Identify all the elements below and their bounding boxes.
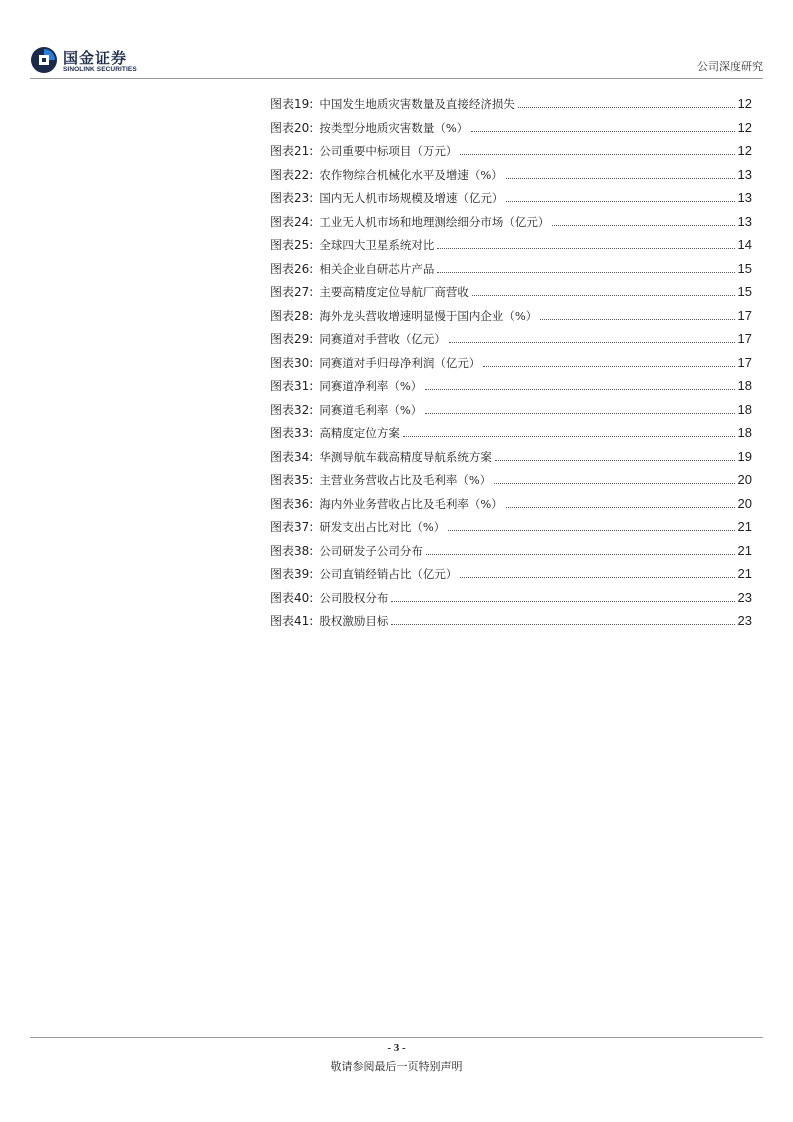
toc-entry-label: 图表29: (270, 332, 314, 346)
toc-entry[interactable] (270, 119, 752, 143)
toc-dot-leader (391, 624, 734, 625)
toc-dot-leader (483, 366, 734, 367)
toc-entry-title[interactable]: 同赛道对手营收（亿元） (319, 332, 446, 346)
toc-entry-page[interactable]: 15 (737, 260, 752, 276)
toc-entry-title[interactable]: 农作物综合机械化水平及增速（%） (319, 167, 503, 182)
toc-entry-title[interactable]: 主营业务营收占比及毛利率（%） (319, 473, 492, 487)
toc-entry-label: 图表35: (270, 473, 314, 487)
footer-divider (30, 1037, 763, 1038)
toc-entry-label: 图表25: (270, 238, 314, 252)
toc-dot-leader (449, 342, 735, 343)
toc-entry[interactable] (270, 471, 752, 495)
toc-entry-page[interactable]: 12 (737, 96, 752, 111)
toc-dot-leader (437, 248, 734, 249)
toc-dot-leader (472, 295, 735, 296)
toc-entry[interactable] (270, 236, 752, 260)
toc-entry-page[interactable]: 21 (737, 566, 752, 581)
logo-chinese-name: 国金证券 (63, 49, 128, 67)
toc-entry-title[interactable]: 公司研发子公司分布 (319, 543, 423, 558)
toc-dot-leader (425, 413, 734, 414)
toc-entry[interactable] (270, 307, 752, 331)
toc-dot-leader (460, 154, 734, 155)
toc-entry[interactable] (270, 213, 752, 237)
toc-entry[interactable] (270, 565, 752, 589)
toc-entry[interactable] (270, 401, 752, 425)
report-type: 公司深度研究 (697, 60, 763, 73)
logo-english-name: SINOLINK SECURITIES (63, 66, 137, 73)
toc-entry-page[interactable]: 13 (737, 190, 752, 205)
toc-entry[interactable] (270, 518, 752, 542)
toc-entry-title[interactable]: 研发支出占比对比（%） (319, 520, 446, 534)
toc-entry-page[interactable]: 20 (737, 472, 752, 487)
toc-entry-title[interactable]: 全球四大卫星系统对比 (319, 238, 435, 252)
toc-dot-leader (426, 554, 735, 555)
toc-entry-title[interactable]: 海内外业务营收占比及毛利率（%） (319, 496, 503, 511)
toc-entry-title[interactable]: 海外龙头营收增速明显慢于国内企业（%） (319, 308, 538, 323)
toc-entry-page[interactable]: 17 (737, 331, 752, 346)
toc-entry-page[interactable]: 12 (737, 119, 752, 135)
toc-entry-page[interactable]: 21 (737, 542, 752, 558)
toc-dot-leader (403, 436, 735, 437)
page-header (30, 40, 763, 78)
toc-entry-label: 图表20: (270, 120, 314, 135)
page-number: - 3 - (387, 1042, 406, 1054)
toc-entry-label: 图表41: (270, 614, 314, 628)
toc-entry[interactable] (270, 448, 752, 472)
toc-entry[interactable] (270, 495, 752, 519)
figure-table-of-contents (270, 95, 752, 636)
toc-entry-title[interactable]: 华测导航车载高精度导航系统方案 (319, 449, 492, 464)
toc-entry-title[interactable]: 按类型分地质灾害数量（%） (319, 120, 469, 135)
toc-entry-label: 图表31: (270, 379, 314, 393)
toc-entry[interactable] (270, 377, 752, 401)
toc-dot-leader (448, 530, 734, 531)
toc-entry-label: 图表30: (270, 355, 314, 370)
toc-dot-leader (518, 107, 735, 108)
toc-entry-title[interactable]: 主要高精度定位导航厂商营收 (319, 285, 469, 299)
toc-entry-label: 图表37: (270, 520, 314, 534)
toc-entry-title[interactable]: 公司重要中标项目（万元） (319, 144, 458, 158)
toc-dot-leader (494, 483, 734, 484)
company-logo (30, 46, 190, 76)
toc-entry-title[interactable]: 公司直销经销占比（亿元） (319, 567, 458, 581)
toc-entry-page[interactable]: 20 (737, 495, 752, 511)
toc-entry-label: 图表33: (270, 426, 314, 440)
sinolink-logo-icon (30, 46, 58, 74)
toc-dot-leader (391, 601, 734, 602)
toc-entry[interactable] (270, 189, 752, 213)
toc-dot-leader (540, 319, 734, 320)
toc-entry[interactable] (270, 330, 752, 354)
toc-entry-page[interactable]: 23 (737, 613, 752, 628)
toc-entry-title[interactable]: 中国发生地质灾害数量及直接经济损失 (319, 97, 515, 111)
toc-entry-label: 图表27: (270, 285, 314, 299)
toc-entry-label: 图表26: (270, 261, 314, 276)
toc-dot-leader (471, 131, 734, 132)
toc-entry-page[interactable]: 21 (737, 519, 752, 534)
toc-entry-title[interactable]: 工业无人机市场和地理测绘细分市场（亿元） (319, 214, 550, 229)
toc-entry-page[interactable]: 18 (737, 425, 752, 440)
toc-entry-page[interactable]: 18 (737, 401, 752, 417)
toc-entry-label: 图表19: (270, 97, 314, 111)
toc-entry-title[interactable]: 股权激励目标 (319, 614, 389, 628)
toc-dot-leader (437, 272, 734, 273)
toc-entry-label: 图表23: (270, 191, 314, 205)
toc-entry-page[interactable]: 13 (737, 213, 752, 229)
toc-entry-page[interactable]: 14 (737, 237, 752, 252)
toc-entry[interactable] (270, 354, 752, 378)
toc-entry-page[interactable]: 17 (737, 354, 752, 370)
toc-entry[interactable] (270, 424, 752, 448)
toc-dot-leader (506, 201, 734, 202)
toc-entry-label: 图表21: (270, 144, 314, 158)
toc-entry-title[interactable]: 相关企业自研芯片产品 (319, 261, 435, 276)
disclaimer-note: 敬请参阅最后一页特别声明 (330, 1060, 463, 1073)
toc-dot-leader (552, 225, 734, 226)
toc-entry[interactable] (270, 142, 752, 166)
toc-entry[interactable] (270, 260, 752, 284)
toc-entry-title[interactable]: 同赛道净利率（%） (319, 379, 423, 393)
toc-entry[interactable] (270, 166, 752, 190)
toc-entry-label: 图表38: (270, 543, 314, 558)
toc-entry-label: 图表24: (270, 214, 314, 229)
toc-entry-label: 图表39: (270, 567, 314, 581)
toc-entry-title[interactable]: 同赛道毛利率（%） (319, 402, 423, 417)
toc-dot-leader (425, 389, 734, 390)
toc-dot-leader (506, 178, 735, 179)
toc-entry-label: 图表32: (270, 402, 314, 417)
toc-entry[interactable] (270, 589, 752, 613)
header-divider (30, 78, 763, 79)
toc-entry-page[interactable]: 19 (737, 448, 752, 464)
toc-dot-leader (506, 507, 735, 508)
toc-entry[interactable] (270, 612, 752, 636)
toc-entry-title[interactable]: 国内无人机市场规模及增速（亿元） (319, 191, 504, 205)
toc-entry[interactable] (270, 283, 752, 307)
toc-entry-page[interactable]: 13 (737, 166, 752, 182)
toc-entry-label: 图表36: (270, 496, 314, 511)
toc-entry-label: 图表34: (270, 449, 314, 464)
toc-entry-title[interactable]: 公司股权分布 (319, 590, 389, 605)
toc-entry[interactable] (270, 542, 752, 566)
toc-entry-page[interactable]: 15 (737, 284, 752, 299)
toc-dot-leader (460, 577, 734, 578)
toc-entry-page[interactable]: 18 (737, 378, 752, 393)
toc-entry-label: 图表40: (270, 590, 314, 605)
toc-entry-page[interactable]: 23 (737, 589, 752, 605)
toc-entry-label: 图表28: (270, 308, 314, 323)
toc-entry-label: 图表22: (270, 167, 314, 182)
toc-entry-title[interactable]: 高精度定位方案 (319, 426, 400, 440)
toc-entry-title[interactable]: 同赛道对手归母净利润（亿元） (319, 355, 481, 370)
toc-dot-leader (495, 460, 735, 461)
toc-entry[interactable] (270, 95, 752, 119)
toc-entry-page[interactable]: 17 (737, 307, 752, 323)
toc-entry-page[interactable]: 12 (737, 143, 752, 158)
